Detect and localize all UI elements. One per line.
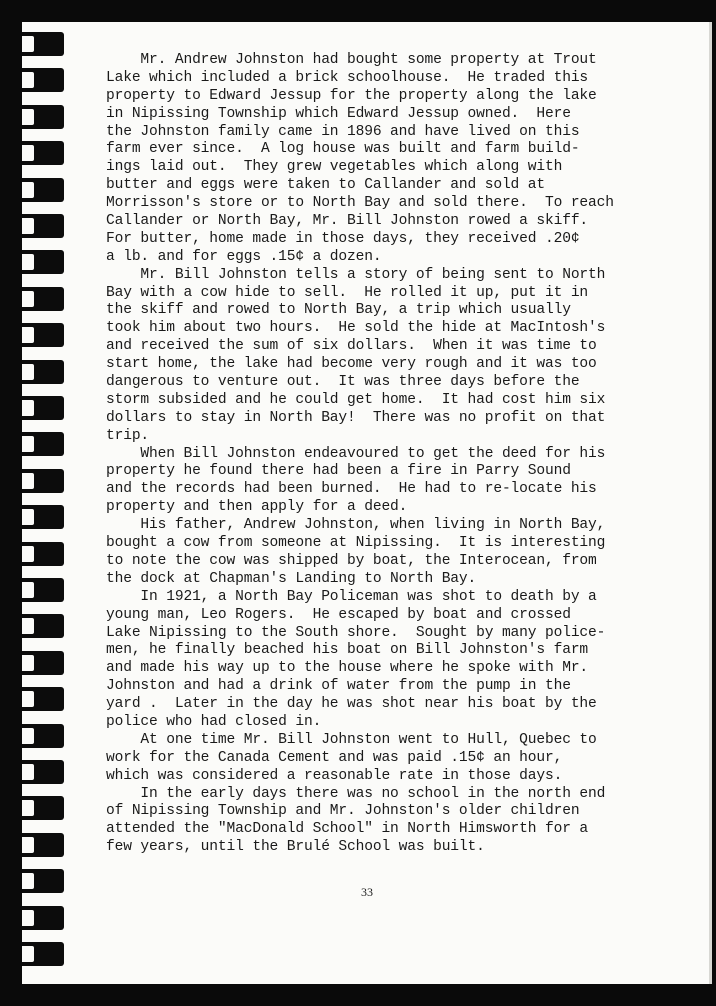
binding-coil (22, 906, 64, 930)
binding-coil (22, 32, 64, 56)
spiral-binding (22, 32, 66, 982)
text-line: work for the Canada Cement and was paid .15¢ an hour, (106, 749, 563, 766)
text-line: and the records had been burned. He had to re-locate his (106, 481, 597, 498)
text-line: farm ever since. A log house was built and farm build- (106, 141, 580, 158)
text-line: start home, the lake had become very rough and it was too (106, 356, 597, 373)
binding-coil (22, 178, 64, 202)
text-line: ings laid out. They grew vegetables which along with (106, 159, 563, 176)
binding-coil (22, 942, 64, 966)
text-line: took him about two hours. He sold the hide at MacIntosh's (106, 320, 606, 337)
text-line: dollars to stay in North Bay! There was no profit on that (106, 409, 606, 426)
binding-coil (22, 542, 64, 566)
page-number: 33 (361, 885, 373, 899)
binding-coil (22, 250, 64, 274)
binding-coil (22, 432, 64, 456)
text-line: For butter, home made in those days, they received .20¢ (106, 230, 580, 247)
text-line: to note the cow was shipped by boat, the Interocean, from (106, 552, 597, 569)
text-line: butter and eggs were taken to Callander and sold at (106, 177, 545, 194)
binding-coil (22, 360, 64, 384)
text-line: bought a cow from someone at Nipissing. It is interesting (106, 535, 606, 552)
text-line: young man, Leo Rogers. He escaped by boat and crossed (106, 606, 571, 623)
binding-coil (22, 214, 64, 238)
binding-coil (22, 469, 64, 493)
text-line: men, he finally beached his boat on Bill Johnston's farm (106, 642, 589, 659)
text-line: Johnston and had a drink of water from the pump in the (106, 678, 571, 695)
text-line: which was considered a reasonable rate in those days. (106, 767, 563, 784)
body-text (106, 52, 666, 857)
document-page (22, 22, 712, 984)
text-line: and received the sum of six dollars. When it was time to (106, 338, 597, 355)
text-line: Lake Nipissing to the South shore. Sought by many police- (106, 624, 606, 641)
text-line: police who had closed in. (106, 713, 322, 730)
text-line: yard . Later in the day he was shot near his boat by the (106, 696, 597, 713)
text-line: property he found there had been a fire in Parry Sound (106, 463, 571, 480)
text-line: In 1921, a North Bay Policeman was shot to death by a (106, 588, 597, 605)
text-line: trip. (106, 427, 150, 444)
text-line: property to Edward Jessup for the property along the lake (106, 87, 597, 104)
binding-coil (22, 323, 64, 347)
text-line: the dock at Chapman's Landing to North Bay. (106, 570, 477, 587)
binding-coil (22, 651, 64, 675)
text-line: Lake which included a brick schoolhouse. He traded this (106, 69, 589, 86)
text-line: a lb. and for eggs .15¢ a dozen. (106, 248, 382, 265)
text-line: At one time Mr. Bill Johnston went to Hull, Quebec to (106, 731, 597, 748)
text-line: and made his way up to the house where he spoke with Mr. (106, 660, 589, 677)
text-line: Mr. Bill Johnston tells a story of being sent to North (106, 266, 606, 283)
text-line: in Nipissing Township which Edward Jessup owned. Here (106, 105, 571, 122)
binding-coil (22, 396, 64, 420)
binding-coil (22, 505, 64, 529)
binding-coil (22, 68, 64, 92)
binding-coil (22, 578, 64, 602)
binding-coil (22, 760, 64, 784)
binding-coil (22, 105, 64, 129)
binding-coil (22, 687, 64, 711)
text-line: dangerous to venture out. It was three days before the (106, 374, 580, 391)
text-line: His father, Andrew Johnston, when living in North Bay, (106, 517, 606, 534)
binding-coil (22, 796, 64, 820)
text-line: property and then apply for a deed. (106, 499, 408, 516)
text-line: Mr. Andrew Johnston had bought some property at Trout (106, 52, 597, 68)
text-line: few years, until the Brulé School was built. (106, 839, 485, 856)
text-line: Callander or North Bay, Mr. Bill Johnston rowed a skiff. (106, 213, 589, 230)
binding-coil (22, 287, 64, 311)
binding-coil (22, 141, 64, 165)
text-line: the skiff and rowed to North Bay, a trip which usually (106, 302, 571, 319)
binding-coil (22, 724, 64, 748)
text-line: Morrisson's store or to North Bay and sold there. To reach (106, 195, 614, 212)
binding-coil (22, 614, 64, 638)
text-line: the Johnston family came in 1896 and have lived on this (106, 123, 580, 140)
text-line: When Bill Johnston endeavoured to get the deed for his (106, 445, 606, 462)
text-line: Bay with a cow hide to sell. He rolled it up, put it in (106, 284, 589, 301)
binding-coil (22, 833, 64, 857)
text-line: In the early days there was no school in the north end (106, 785, 606, 802)
text-line: storm subsided and he could get home. It had cost him six (106, 391, 606, 408)
page-edge (709, 22, 712, 984)
text-line: attended the "MacDonald School" in North Himsworth for a (106, 821, 589, 838)
text-line: of Nipissing Township and Mr. Johnston's older children (106, 803, 580, 820)
